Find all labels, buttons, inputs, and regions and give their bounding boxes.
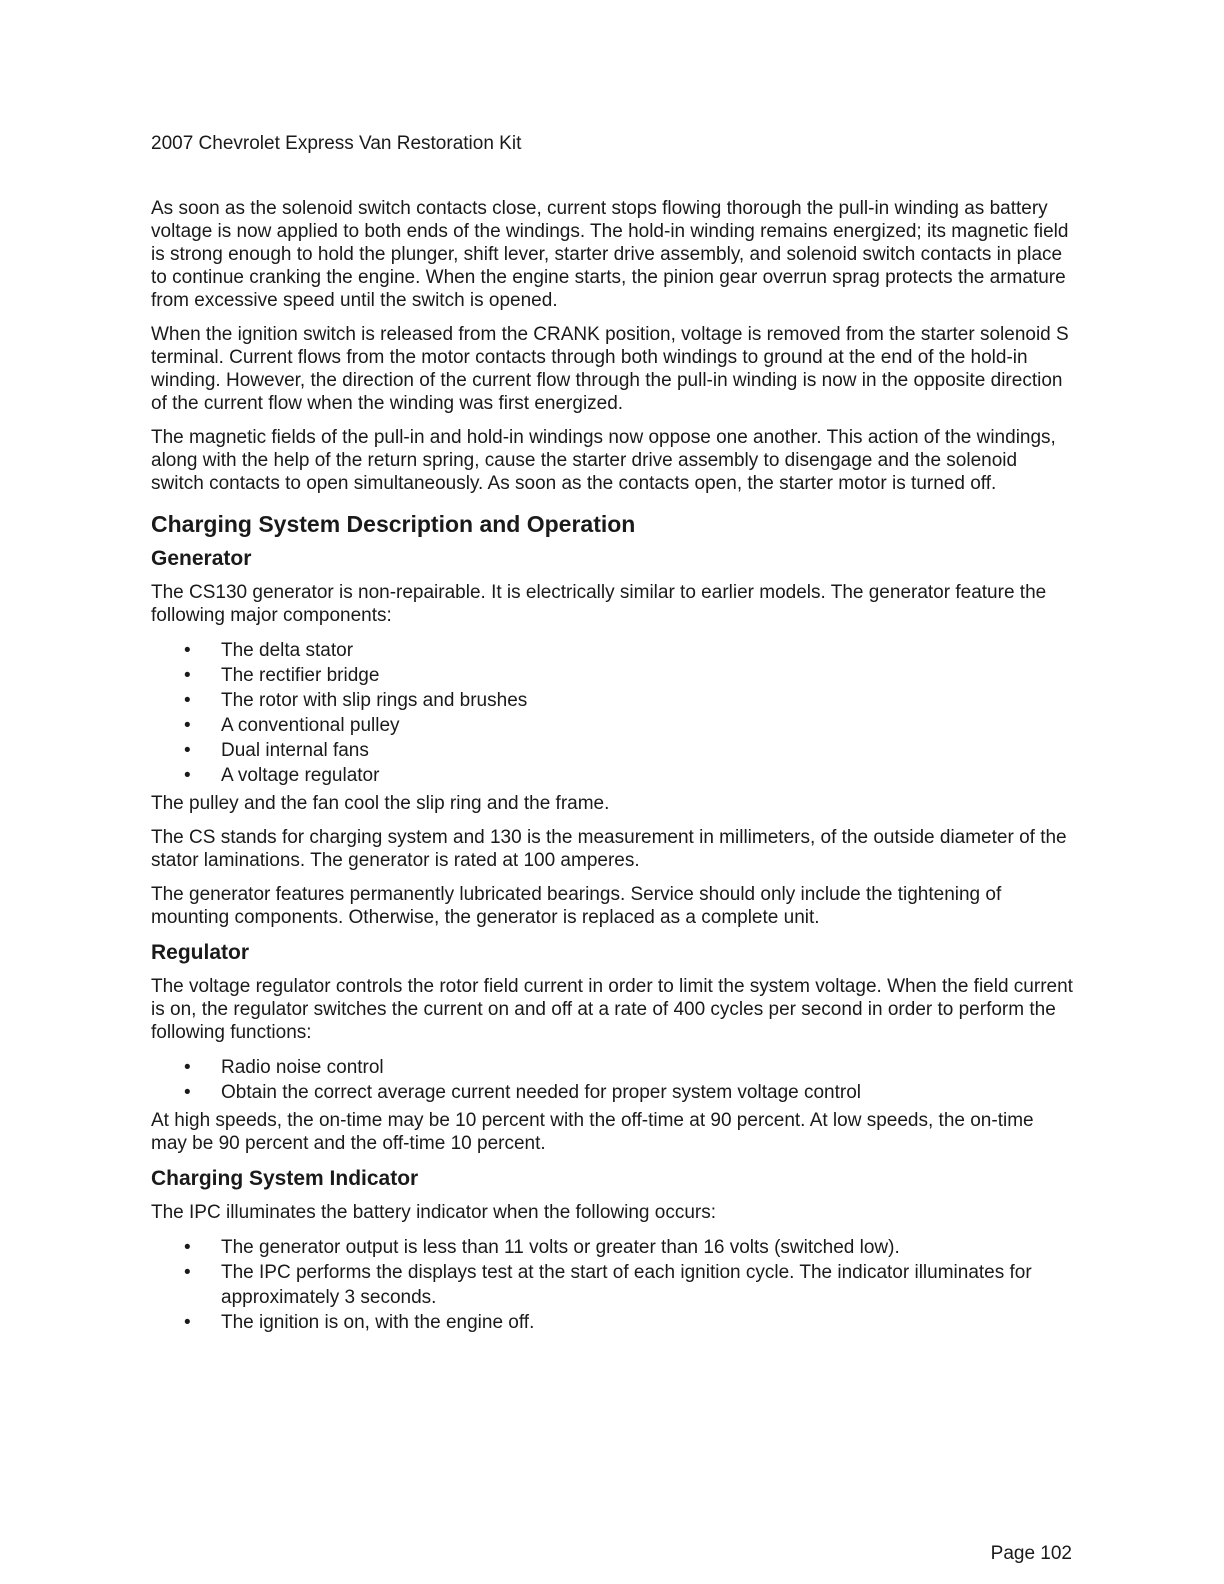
body-paragraph: The generator features permanently lubricated bearings. Service should only include the tightening of mounting components. Otherwise, the generator is replaced as a complete unit. (151, 884, 1002, 928)
list-item: • The delta stator (151, 638, 1073, 663)
body-paragraph: When the ignition switch is released from the CRANK position, voltage is removed from the starter solenoid S terminal. Current flows from the motor contacts through both windings to ground at the end of the hold-in winding. However, the direction of the current flow through the pull-in winding is now in the opposite direction of the current flow when the winding was first energized. (151, 324, 1069, 414)
subsection-heading-regulator: Regulator (151, 941, 250, 964)
subsection-heading-charging-indicator: Charging System Indicator (151, 1167, 419, 1190)
body-paragraph: The magnetic fields of the pull-in and hold-in windings now oppose one another. This action of the windings, along with the help of the return spring, cause the starter drive assembly to disengage and the solenoid switch contacts to open simultaneously. As soon as the contacts open, the starter motor is turned off. (151, 427, 1056, 494)
page-content (151, 197, 1073, 1339)
list-item: • The rotor with slip rings and brushes (151, 688, 1073, 713)
subsection-heading-generator: Generator (151, 547, 252, 570)
list-item: • Radio noise control (151, 1055, 1073, 1080)
generator-intro: The CS130 generator is non-repairable. It is electrically similar to earlier models. The generator feature the following major components: (151, 582, 1047, 626)
regulator-functions-list (151, 1055, 1073, 1105)
list-item: • The generator output is less than 11 volts or greater than 16 volts (switched low). (151, 1235, 1073, 1260)
indicator-conditions-list (151, 1235, 1073, 1335)
regulator-intro: The voltage regulator controls the rotor field current in order to limit the system voltage. When the field current is on, the regulator switches the current on and off at a rate of 400 cycles per second in order to perform the following functions: (151, 976, 1073, 1043)
section-heading-charging-system: Charging System Description and Operation (151, 511, 636, 537)
list-item: • The ignition is on, with the engine off. (151, 1310, 1073, 1335)
list-item: • The rectifier bridge (151, 663, 1073, 688)
list-item: • The IPC performs the displays test at the start of each ignition cycle. The indicator illuminates for approximately 3 seconds. (151, 1260, 1073, 1310)
list-item: • A conventional pulley (151, 713, 1073, 738)
body-paragraph: At high speeds, the on-time may be 10 percent with the off-time at 90 percent. At low speeds, the on-time may be 90 percent and the off-time 10 percent. (151, 1110, 1034, 1154)
indicator-intro: The IPC illuminates the battery indicator when the following occurs: (151, 1202, 716, 1223)
list-item: • Obtain the correct average current needed for proper system voltage control (151, 1080, 1073, 1105)
running-header: 2007 Chevrolet Express Van Restoration Kit (151, 133, 522, 154)
body-paragraph: The CS stands for charging system and 130 is the measurement in millimeters, of the outside diameter of the stator laminations. The generator is rated at 100 amperes. (151, 827, 1067, 871)
body-paragraph: As soon as the solenoid switch contacts close, current stops flowing thorough the pull-in winding as battery voltage is now applied to both ends of the windings. The hold-in winding remains energized; its magnetic field is strong enough to hold the plunger, shift lever, starter drive assembly, and solenoid switch contacts in place to continue cranking the engine. When the engine starts, the pinion gear overrun sprag protects the armature from excessive speed until the switch is opened. (151, 198, 1069, 311)
list-item: • Dual internal fans (151, 738, 1073, 763)
body-paragraph: The pulley and the fan cool the slip ring and the frame. (151, 793, 610, 814)
page-number: Page 102 (990, 1543, 1072, 1564)
generator-components-list (151, 638, 1073, 788)
list-item: • A voltage regulator (151, 763, 1073, 788)
